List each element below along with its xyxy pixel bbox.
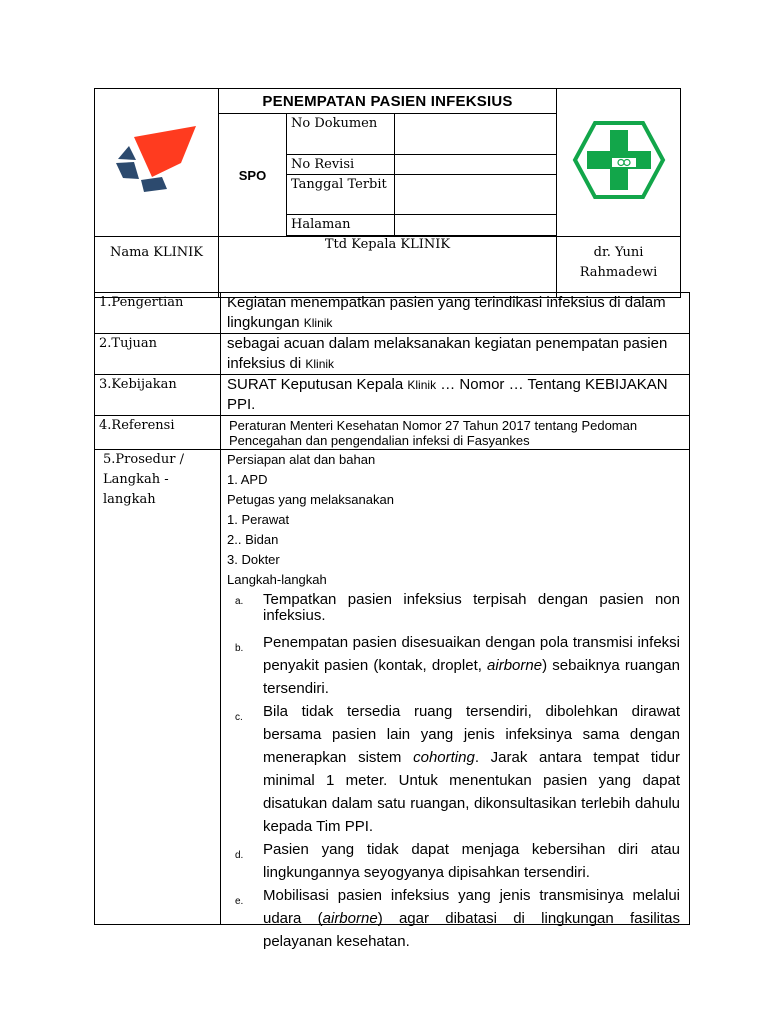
step-text: Tempatkan pasien infeksius terpisah dengan pasien non infeksius. xyxy=(263,591,680,624)
spo-label: SPO xyxy=(219,114,287,237)
section-row-tujuan xyxy=(95,334,690,375)
procedure-line: Langkah-langkah xyxy=(227,572,327,587)
clinic-logo-icon xyxy=(112,125,202,195)
step-a xyxy=(227,592,689,624)
procedure-line: 1. Perawat xyxy=(227,512,290,527)
prosedur-label: 5.Prosedur / Langkah - langkah xyxy=(103,452,184,507)
procedure-line: 2.. Bidan xyxy=(227,532,279,547)
section-label: 1.Pengertian xyxy=(95,293,221,334)
step-marker: c. xyxy=(235,712,243,723)
procedure-line: 3. Dokter xyxy=(227,552,280,567)
procedure-line: Petugas yang melaksanakan xyxy=(227,492,394,507)
step-d xyxy=(227,838,689,884)
clinic-name: Nama KLINIK xyxy=(95,237,219,298)
section-label: 4.Referensi xyxy=(95,416,221,450)
section-row-kebijakan xyxy=(95,375,690,416)
meta-label-no-revisi: No Revisi xyxy=(287,155,395,175)
step-marker: d. xyxy=(235,850,244,861)
section-text: Kegiatan menempatkan pasien yang terindikasi infeksius di dalam lingkungan Klinik xyxy=(221,293,690,334)
health-logo xyxy=(557,89,681,237)
clinic-logo xyxy=(95,89,219,237)
section-text: sebagai acuan dalam melaksanakan kegiatan penempatan pasien infeksius di Klinik xyxy=(221,334,690,375)
head-signature: Ttd Kepala KLINIK xyxy=(219,237,557,298)
section-text: SURAT Keputusan Kepala Klinik … Nomor … Tentang KEBIJAKAN PPI. xyxy=(221,375,690,416)
document-title: PENEMPATAN PASIEN INFEKSIUS xyxy=(219,89,557,114)
step-text: Pasien yang tidak dapat menjaga kebersihan diri atau lingkungannya seyogyanya dipisahkan tersendiri. xyxy=(263,841,680,881)
section-row-prosedur xyxy=(95,450,690,925)
step-marker: a. xyxy=(235,596,244,607)
green-cross-hexagon-icon xyxy=(572,120,666,200)
section-row-referensi xyxy=(95,416,690,450)
meta-value-halaman xyxy=(395,215,557,236)
document-header-table xyxy=(94,88,681,298)
meta-label-tanggal-terbit: Tanggal Terbit xyxy=(287,175,395,215)
procedure-line: 1. APD xyxy=(227,472,268,487)
step-e: e. Mobilisasi pasien infeksius yang jenis transmisinya melalui udara (airborne) agar dibatasi di lingkungan fasilitas pelayanan kesehatan. xyxy=(235,887,681,950)
section-row-pengertian xyxy=(95,293,690,334)
step-marker: b. xyxy=(235,643,244,654)
meta-value-tanggal-terbit xyxy=(395,175,557,215)
meta-value-no-dokumen xyxy=(395,114,557,155)
meta-label-no-dokumen: No Dokumen xyxy=(287,114,395,155)
doctor-name: dr. Yuni Rahmadewi xyxy=(557,237,681,298)
step-c: c. Bila tidak tersedia ruang tersendiri, dibolehkan dirawat bersama pasien lain yang jenis infeksinya sama dengan menerapkan sistem cohorting. Jarak antara tempat tidur minimal 1 meter. Untuk menentukan pasien yang dapat disatukan dalam satu ruangan, dikonsultasikan terlebih dahulu kepada Tim PPI. xyxy=(235,703,680,835)
meta-value-no-revisi xyxy=(395,155,557,175)
section-label xyxy=(95,450,221,925)
section-label: 2.Tujuan xyxy=(95,334,221,375)
procedure-line: Persiapan alat dan bahan xyxy=(227,452,376,467)
meta-label-halaman: Halaman xyxy=(287,215,395,236)
procedure-content xyxy=(221,450,690,950)
step-marker: e. xyxy=(235,896,244,907)
section-label: 3.Kebijakan xyxy=(95,375,221,416)
section-text: Peraturan Menteri Kesehatan Nomor 27 Tahun 2017 tentang Pedoman Pencegahan dan pengendalian infeksi di Fasyankes xyxy=(221,416,690,450)
procedure-table xyxy=(94,292,690,950)
step-b: b. Penempatan pasien disesuaikan dengan pola transmisi infeksi penyakit pasien (kontak, droplet, airborne) sebaiknya ruangan tersendiri. xyxy=(235,634,680,697)
